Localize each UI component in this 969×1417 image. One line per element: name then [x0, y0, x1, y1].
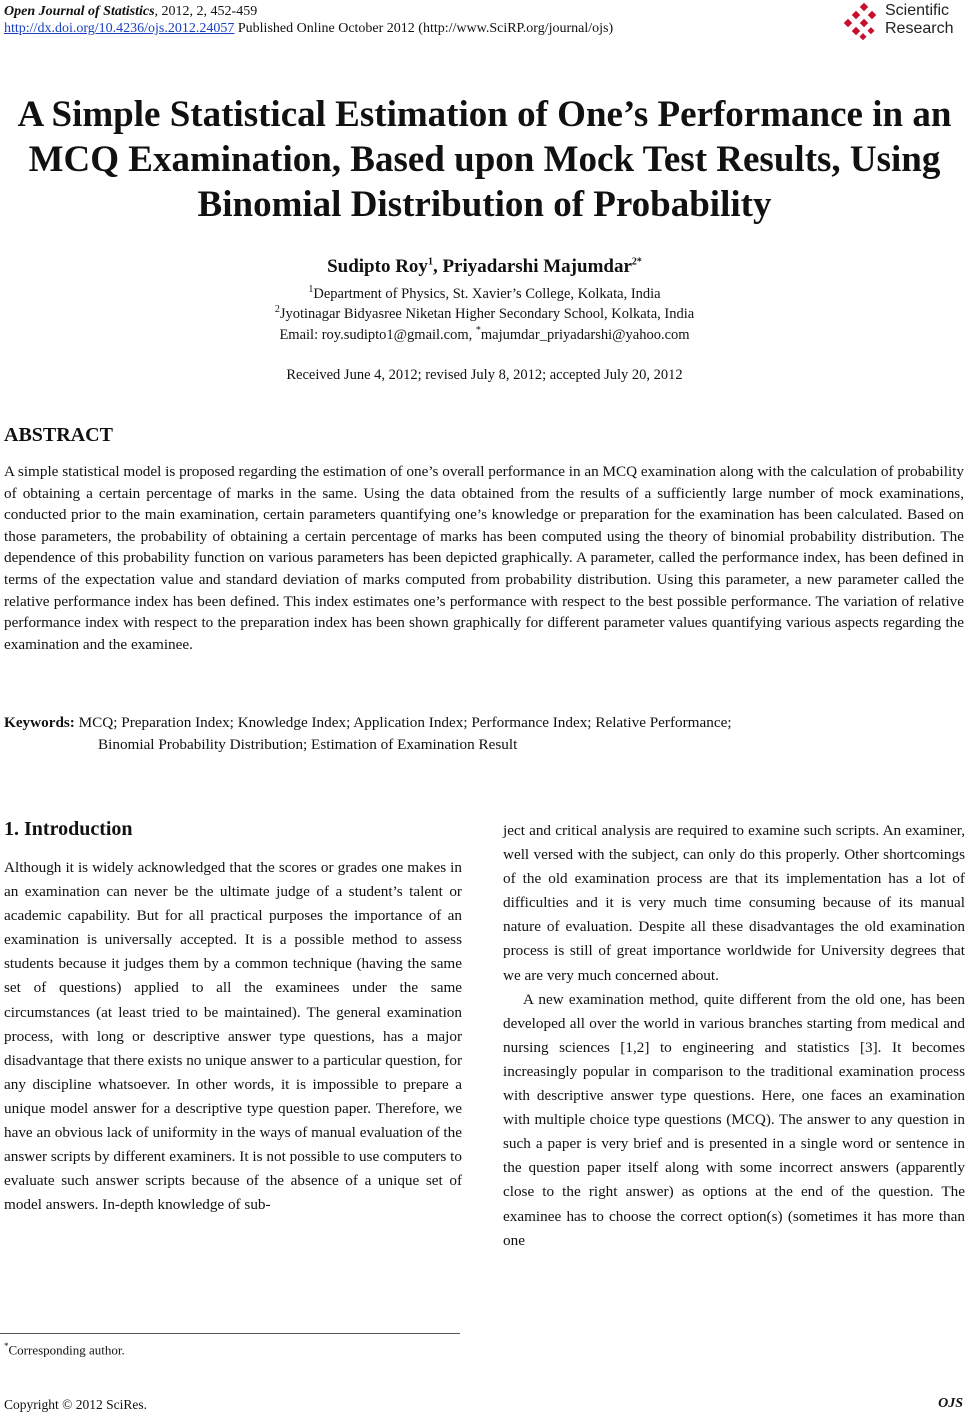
journal-name: Open Journal of Statistics [4, 4, 155, 19]
logo-line-2: Research [885, 20, 954, 37]
footnote [4, 1341, 125, 1358]
publisher-logo [843, 2, 963, 42]
author-2-affil-mark: 2* [631, 256, 642, 268]
received-dates: Received June 4, 2012; revised July 8, 2012; accepted July 20, 2012 [286, 367, 683, 383]
author-separator: , [432, 256, 443, 277]
paper-title [0, 92, 969, 227]
left-column [4, 856, 462, 1217]
author-emails [0, 325, 969, 344]
copyright-notice: Copyright © 2012 SciRes. [4, 1397, 148, 1412]
intro-paragraph-2: A new examination method, quite different from the old one, has been developed all over the world in various branches starting from medical and nursing sciences [1,2] to engineering and statistics [3]. It becomes increasingly popular in comparison to the traditional examination process with descriptive answer type questions. Here, one faces an examination with multiple choice type questions (MCQ). The answer to any question in such a paper is very brief and is presented in a single word or sentence in the question paper itself along with some incorrect answers (apparently close to the right answer) as options at the end of the question. The examinee has to choose the correct option(s) (sometimes it has more than one [503, 990, 965, 1249]
logo-line-1: Scientific [885, 2, 950, 19]
keywords-list-2: Binomial Probability Distribution; Estimation of Examination Result [98, 736, 518, 753]
email-2: majumdar_priyadarshi@yahoo.com [480, 326, 690, 343]
affiliation-1-text: Department of Physics, St. Xavier’s College, Kolkata, India [313, 285, 661, 302]
published-info: Published Online October 2012 (http://www.SciRP.org/journal/ojs) [234, 21, 614, 36]
intro-paragraph-continued: ject and critical analysis are required to examine such scripts. An examiner, well versed with the subject, can only do this properly. Other shortcomings of the old examination process are that its implementation has a lot of difficulties and it is very much time consuming because of its manual nature of evaluation. Despite all these disadvantages the old examination process is still of great importance worldwide for University degrees that we are very much concerned about. [503, 822, 965, 984]
title-line-2: MCQ Examination, Based upon Mock Test Results, Using [28, 139, 941, 180]
doi-link[interactable]: http://dx.doi.org/10.4236/ojs.2012.24057 [4, 21, 235, 36]
email-1: Email: roy.sudipto1@gmail.com, [279, 326, 476, 343]
affiliation-1 [0, 284, 969, 303]
footnote-divider [0, 1333, 460, 1334]
keywords-label: Keywords: [4, 714, 75, 731]
scientific-research-logo-icon [843, 2, 883, 42]
footnote-text: Corresponding author. [8, 1342, 125, 1358]
author-1-affil-mark: 1 [427, 256, 433, 268]
affiliation-1-mark: 1 [308, 284, 314, 295]
author-list [0, 256, 969, 278]
doi-line [4, 21, 613, 37]
journal-citation [4, 4, 257, 20]
journal-volume-info: , 2012, 2, 452-459 [154, 4, 258, 19]
email-mark: * [475, 325, 481, 336]
abstract-heading: ABSTRACT [4, 424, 113, 446]
keywords-line-1 [4, 712, 964, 734]
keywords-list-1: MCQ; Preparation Index; Knowledge Index; Application Index; Performance Index; Relative Performance; [74, 714, 732, 731]
title-line-3: Binomial Distribution of Probability [197, 184, 772, 225]
logo-text [885, 2, 953, 38]
right-column [503, 819, 965, 1253]
affiliation-2-text: Jyotinagar Bidyasree Niketan Higher Secondary School, Kolkata, India [279, 305, 695, 322]
journal-abbreviation: OJS [938, 1396, 963, 1411]
title-line-1: A Simple Statistical Estimation of One’s Performance in an [17, 94, 952, 135]
affiliation-2-mark: 2 [274, 304, 280, 315]
section-heading-introduction: 1. Introduction [4, 818, 133, 840]
footnote-mark: * [4, 1341, 9, 1351]
intro-paragraph-1: Although it is widely acknowledged that the scores or grades one makes in an examination can never be the ultimate judge of a student’s talent or academic capability. But for all practical purposes the importance of an examination is universally accepted. It is a possible method to assess students because it judges them by a common technique (having the same set of questions) applied to all the examinees under the same circumstances (at least tried to be maintained). The general examination process, with long or descriptive answer type questions, has a major disadvantage that there exists no unique answer to a particular question, for any discipline whatsoever. In other words, it is impossible to prepare a unique model answer for a descriptive type question paper. Therefore, we have an obvious lack of uniformity in the ways of manual evaluation of the answer scripts by different examiners. It is not possible to use computers to evaluate such answer scripts because of the absence of a unique set of model answers. In-depth knowledge of sub- [4, 859, 463, 1214]
abstract-text: A simple statistical model is proposed regarding the estimation of one’s overall performance in an MCQ examination along with the calculation of probability of obtaining a certain percentage of marks in the same. Using the data obtained from the results of a sufficiently large number of mock examinations, conducted prior to the main examination, certain parameters quantifying one’s knowledge or preparation for the examination has been calculated. Based on those parameters, the probability of obtaining a certain percentage of marks has been computed using the theory of binomial probability distribution. The dependence of this probability function on various parameters has been depicted graphically. A parameter, called the performance index, has been defined in terms of the expectation value and standard deviation of marks computed from probability distribution. Using this parameter, a new parameter called the relative performance index has been defined. This index estimates one’s performance with respect to the best possible performance. The variation of relative performance index with respect to the preparation index has been shown graphically for different parameter values quantifying various aspects regarding the examination and the examinee. [4, 463, 964, 653]
affiliation-2 [0, 304, 969, 323]
author-1: Sudipto Roy [327, 256, 428, 277]
keywords [4, 712, 964, 756]
author-2: Priyadarshi Majumdar [442, 256, 632, 277]
